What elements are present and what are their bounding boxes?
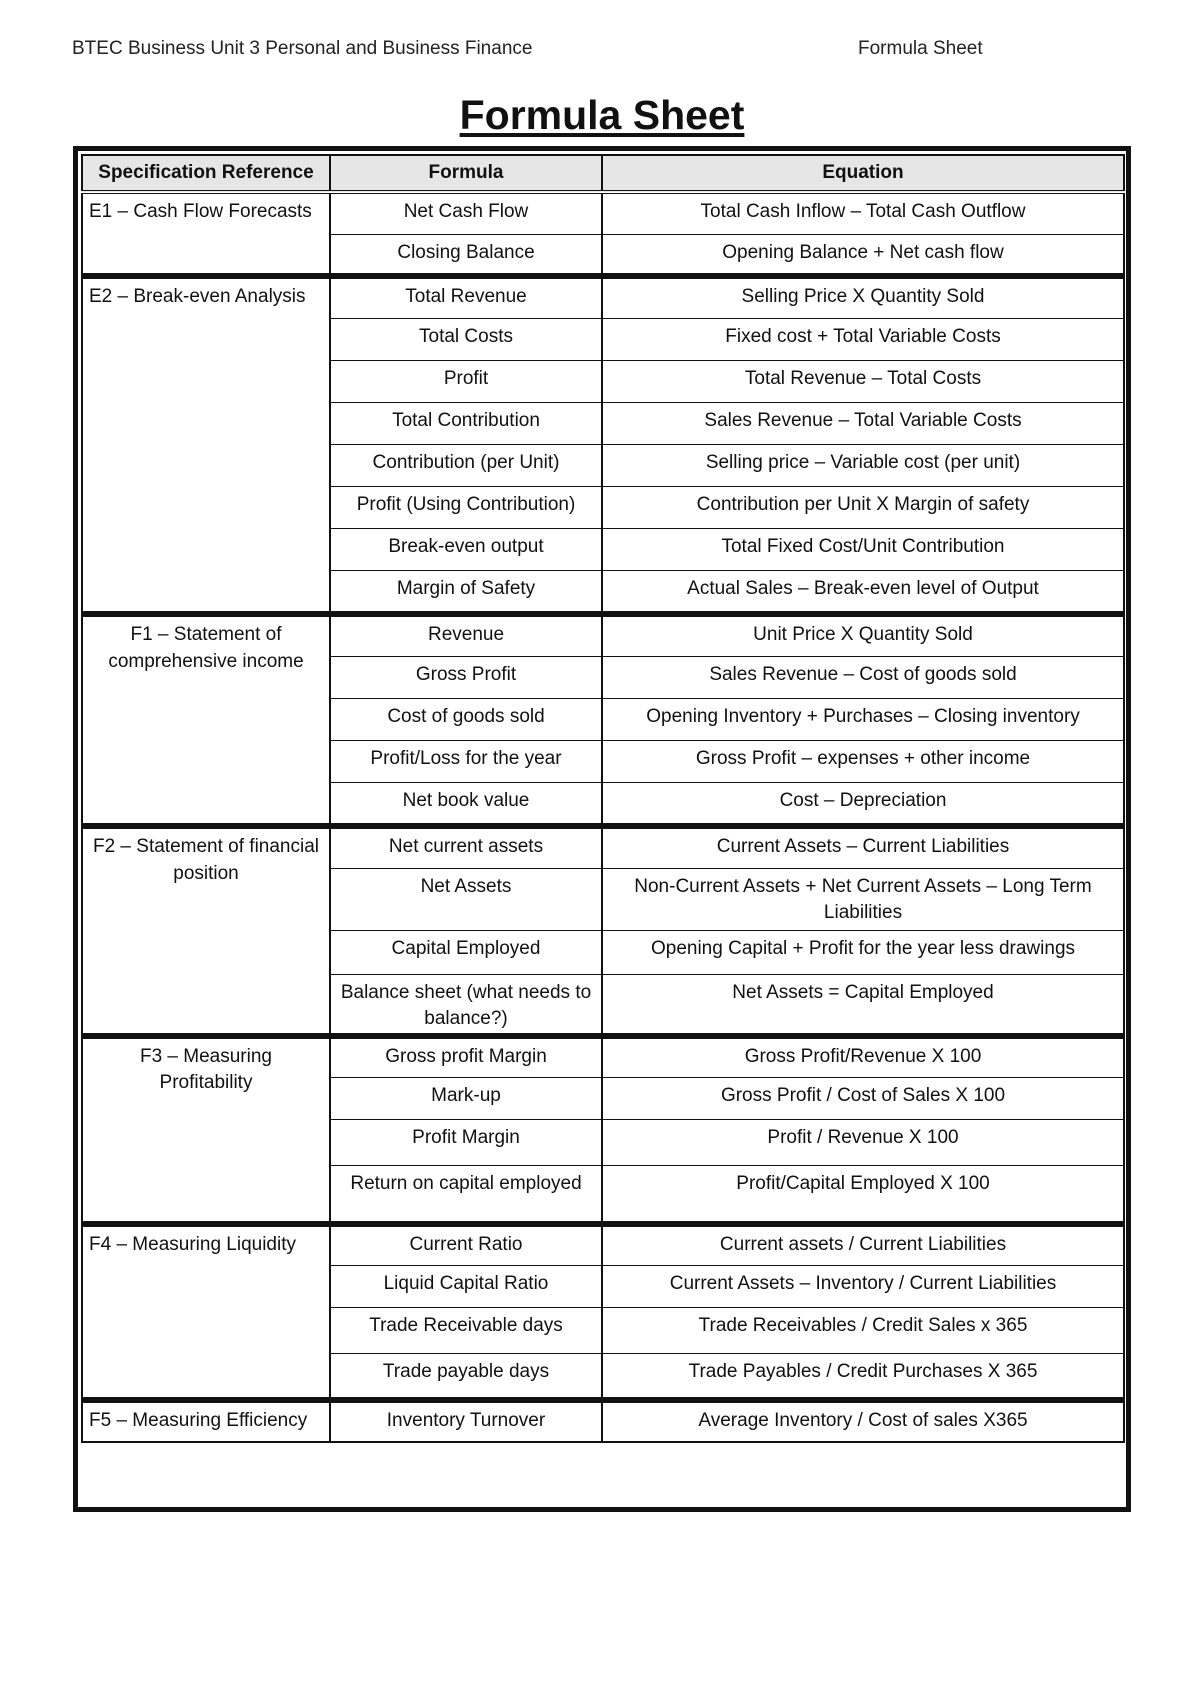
formula-cell: Revenue	[330, 614, 602, 656]
column-header-specification: Specification Reference	[82, 155, 330, 192]
formula-cell: Break-even output	[330, 528, 602, 570]
formula-table	[81, 154, 1125, 1443]
spec-ref-f1: F1 – Statement of comprehensive income	[82, 614, 330, 826]
spec-ref-e2: E2 – Break-even Analysis	[82, 276, 330, 614]
formula-cell: Net Cash Flow	[330, 192, 602, 234]
table-row	[82, 192, 1124, 234]
equation-cell: Fixed cost + Total Variable Costs	[602, 318, 1124, 360]
equation-cell: Opening Inventory + Purchases – Closing inventory	[602, 698, 1124, 740]
equation-cell: Profit/Capital Employed X 100	[602, 1166, 1124, 1224]
equation-cell: Total Fixed Cost/Unit Contribution	[602, 528, 1124, 570]
formula-cell: Trade payable days	[330, 1354, 602, 1400]
table-row	[82, 614, 1124, 656]
formula-cell: Return on capital employed	[330, 1166, 602, 1224]
table-row	[82, 1400, 1124, 1442]
table-row	[82, 826, 1124, 868]
spec-ref-f4: F4 – Measuring Liquidity	[82, 1224, 330, 1400]
formula-cell: Net book value	[330, 782, 602, 826]
formula-cell: Total Costs	[330, 318, 602, 360]
formula-cell: Capital Employed	[330, 930, 602, 974]
formula-cell: Gross profit Margin	[330, 1036, 602, 1078]
equation-cell: Contribution per Unit X Margin of safety	[602, 486, 1124, 528]
table-row	[82, 276, 1124, 318]
equation-cell: Gross Profit/Revenue X 100	[602, 1036, 1124, 1078]
table-row	[82, 1224, 1124, 1266]
page-title: Formula Sheet	[459, 92, 745, 138]
formula-cell: Profit	[330, 360, 602, 402]
formula-cell: Current Ratio	[330, 1224, 602, 1266]
equation-cell: Actual Sales – Break-even level of Output	[602, 570, 1124, 614]
formula-cell: Net current assets	[330, 826, 602, 868]
formula-cell: Total Contribution	[330, 402, 602, 444]
formula-cell: Profit (Using Contribution)	[330, 486, 602, 528]
formula-cell: Cost of goods sold	[330, 698, 602, 740]
equation-cell: Selling price – Variable cost (per unit)	[602, 444, 1124, 486]
formula-cell: Gross Profit	[330, 656, 602, 698]
formula-cell: Net Assets	[330, 868, 602, 930]
equation-cell: Sales Revenue – Cost of goods sold	[602, 656, 1124, 698]
spec-ref-e1: E1 – Cash Flow Forecasts	[82, 192, 330, 276]
equation-cell: Sales Revenue – Total Variable Costs	[602, 402, 1124, 444]
equation-cell: Current assets / Current Liabilities	[602, 1224, 1124, 1266]
equation-cell: Selling Price X Quantity Sold	[602, 276, 1124, 318]
formula-cell: Trade Receivable days	[330, 1308, 602, 1354]
column-header-equation: Equation	[602, 155, 1124, 192]
formula-cell: Inventory Turnover	[330, 1400, 602, 1442]
equation-cell: Gross Profit – expenses + other income	[602, 740, 1124, 782]
header-document-title: BTEC Business Unit 3 Personal and Business Finance	[72, 38, 533, 59]
formula-cell: Total Revenue	[330, 276, 602, 318]
table-header-row	[82, 155, 1124, 192]
spec-ref-f5: F5 – Measuring Efficiency	[82, 1400, 330, 1442]
equation-cell: Total Cash Inflow – Total Cash Outflow	[602, 192, 1124, 234]
header-sheet-label: Formula Sheet	[858, 38, 983, 59]
formula-cell: Profit Margin	[330, 1120, 602, 1166]
equation-cell: Trade Payables / Credit Purchases X 365	[602, 1354, 1124, 1400]
formula-cell: Contribution (per Unit)	[330, 444, 602, 486]
spec-ref-f2: F2 – Statement of financial position	[82, 826, 330, 1036]
equation-cell: Unit Price X Quantity Sold	[602, 614, 1124, 656]
formula-cell: Liquid Capital Ratio	[330, 1266, 602, 1308]
equation-cell: Opening Balance + Net cash flow	[602, 234, 1124, 276]
equation-cell: Profit / Revenue X 100	[602, 1120, 1124, 1166]
equation-cell: Opening Capital + Profit for the year less drawings	[602, 930, 1124, 974]
formula-cell: Closing Balance	[330, 234, 602, 276]
equation-cell: Gross Profit / Cost of Sales X 100	[602, 1078, 1124, 1120]
spec-ref-f3: F3 – Measuring Profitability	[82, 1036, 330, 1224]
table-row	[82, 1036, 1124, 1078]
equation-cell: Average Inventory / Cost of sales X365	[602, 1400, 1124, 1442]
equation-cell: Total Revenue – Total Costs	[602, 360, 1124, 402]
formula-cell: Balance sheet (what needs to balance?)	[330, 974, 602, 1036]
equation-cell: Trade Receivables / Credit Sales x 365	[602, 1308, 1124, 1354]
formula-cell: Profit/Loss for the year	[330, 740, 602, 782]
column-header-formula: Formula	[330, 155, 602, 192]
equation-cell: Current Assets – Current Liabilities	[602, 826, 1124, 868]
formula-cell: Margin of Safety	[330, 570, 602, 614]
equation-cell: Cost – Depreciation	[602, 782, 1124, 826]
equation-cell: Net Assets = Capital Employed	[602, 974, 1124, 1036]
equation-cell: Current Assets – Inventory / Current Liabilities	[602, 1266, 1124, 1308]
formula-cell: Mark-up	[330, 1078, 602, 1120]
equation-cell: Non-Current Assets + Net Current Assets – Long Term Liabilities	[602, 868, 1124, 930]
